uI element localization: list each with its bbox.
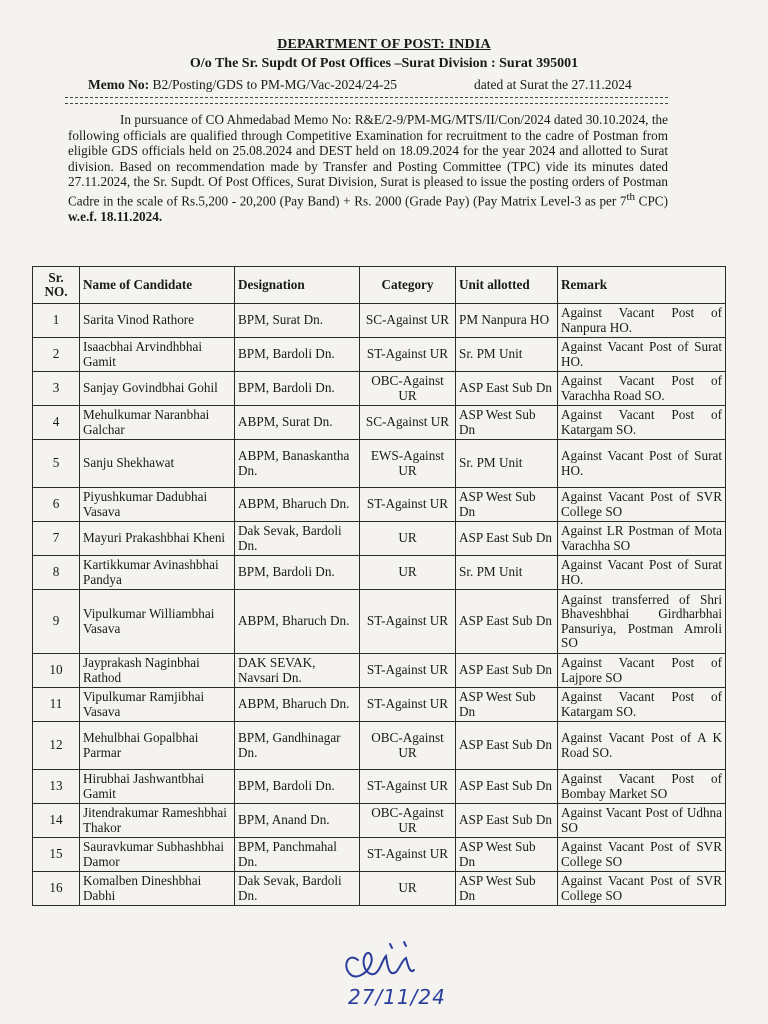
cell-unit: Sr. PM Unit [456, 338, 558, 372]
cell-unit: ASP West Sub Dn [456, 872, 558, 906]
cell-designation: Dak Sevak, Bardoli Dn. [235, 872, 360, 906]
col-header-sr: Sr. NO. [33, 267, 80, 304]
cell-name: Jayprakash Naginbhai Rathod [80, 654, 235, 688]
cell-sr: 4 [33, 406, 80, 440]
cell-sr: 8 [33, 556, 80, 590]
cell-name: Kartikkumar Avinashbhai Pandya [80, 556, 235, 590]
cell-remark: Against Vacant Post of Surat HO. [558, 440, 726, 488]
cell-sr: 3 [33, 372, 80, 406]
department-title: DEPARTMENT OF POST: INDIA [277, 37, 491, 52]
cell-category: ST-Against UR [360, 654, 456, 688]
memo-number [88, 77, 397, 93]
table-row [33, 488, 726, 522]
cell-remark: Against Vacant Post of Lajpore SO [558, 654, 726, 688]
cell-designation: ABPM, Bharuch Dn. [235, 590, 360, 654]
cell-category: OBC-Against UR [360, 722, 456, 770]
cell-designation: ABPM, Bharuch Dn. [235, 688, 360, 722]
table-row [33, 406, 726, 440]
cell-name: Sauravkumar Subhashbhai Damor [80, 838, 235, 872]
cell-name: Mehulkumar Naranbhai Galchar [80, 406, 235, 440]
cell-sr: 2 [33, 338, 80, 372]
cell-remark: Against transferred of Shri Bhaveshbhai Girdharbhai Pansuriya, Postman Amroli SO [558, 590, 726, 654]
cell-sr: 15 [33, 838, 80, 872]
cell-unit: ASP East Sub Dn [456, 654, 558, 688]
table-header-row [33, 267, 726, 304]
cell-designation: BPM, Bardoli Dn. [235, 556, 360, 590]
cell-category: EWS-Against UR [360, 440, 456, 488]
cell-name: Hirubhai Jashwantbhai Gamit [80, 770, 235, 804]
cell-name: Isaacbhai Arvindhbhai Gamit [80, 338, 235, 372]
cell-unit: Sr. PM Unit [456, 440, 558, 488]
cell-unit: ASP East Sub Dn [456, 770, 558, 804]
office-title: O/o The Sr. Supdt Of Post Offices –Surat Division : Surat 395001 [189, 56, 579, 71]
cell-category: SC-Against UR [360, 406, 456, 440]
cell-designation: ABPM, Banaskantha Dn. [235, 440, 360, 488]
cell-name: Vipulkumar Williambhai Vasava [80, 590, 235, 654]
cell-name: Jitendrakumar Rameshbhai Thakor [80, 804, 235, 838]
cell-name: Sarita Vinod Rathore [80, 304, 235, 338]
memo-date: dated at Surat the 27.11.2024 [474, 77, 632, 92]
cell-unit: ASP West Sub Dn [456, 488, 558, 522]
cell-designation: BPM, Bardoli Dn. [235, 372, 360, 406]
cell-sr: 10 [33, 654, 80, 688]
cell-remark: Against Vacant Post of A K Road SO. [558, 722, 726, 770]
cell-sr: 1 [33, 304, 80, 338]
cell-designation: BPM, Panchmahal Dn. [235, 838, 360, 872]
cell-designation: BPM, Bardoli Dn. [235, 770, 360, 804]
cell-unit: ASP West Sub Dn [456, 688, 558, 722]
cell-unit: ASP East Sub Dn [456, 804, 558, 838]
table-row [33, 304, 726, 338]
posting-table [32, 266, 726, 906]
cell-remark: Against Vacant Post of Nanpura HO. [558, 304, 726, 338]
cell-category: ST-Against UR [360, 338, 456, 372]
cell-remark: Against LR Postman of Mota Varachha SO [558, 522, 726, 556]
cell-remark: Against Vacant Post of SVR College SO [558, 488, 726, 522]
table-row [33, 590, 726, 654]
col-header-designation: Designation [235, 267, 360, 304]
cell-category: ST-Against UR [360, 590, 456, 654]
table-row [33, 688, 726, 722]
cell-category: UR [360, 556, 456, 590]
cell-unit: ASP West Sub Dn [456, 838, 558, 872]
cell-designation: BPM, Gandhinagar Dn. [235, 722, 360, 770]
paragraph-sup: th [626, 190, 636, 203]
cell-designation: BPM, Surat Dn. [235, 304, 360, 338]
paragraph-tail: CPC) [635, 193, 668, 209]
col-header-unit: Unit allotted [456, 267, 558, 304]
cell-category: OBC-Against UR [360, 804, 456, 838]
cell-sr: 5 [33, 440, 80, 488]
cell-unit: ASP East Sub Dn [456, 590, 558, 654]
col-header-name: Name of Candidate [80, 267, 235, 304]
cell-name: Sanju Shekhawat [80, 440, 235, 488]
cell-sr: 11 [33, 688, 80, 722]
cell-remark: Against Vacant Post of Katargam SO. [558, 688, 726, 722]
table-row [33, 722, 726, 770]
cell-designation: BPM, Anand Dn. [235, 804, 360, 838]
double-rule-divider [65, 97, 668, 104]
paragraph-text: In pursuance of CO Ahmedabad Memo No: R&E/2-9/PM-MG/MTS/II/Con/2024 dated 30.10.2024, the following officials are qualified through Competitive Examination for recruitment to the cadre of Postman from eligible GDS officials held on 25.08.2024 and DEST held on 18.09.2024 for the year 2024 and allotted to Surat division. Based on recommendation made by Transfer and Posting Committee (TPC) vide its minutes dated 27.11.2024, the Sr. Supdt. Of Post Offices, Surat Division, Surat is pleased to issue the posting orders of Postman Cadre in the scale of Rs.5,200 - 20,200 (Pay Band) + Rs. 2000 (Grade Pay) (Pay Matrix Level-3 as per 7 [68, 112, 668, 209]
cell-category: UR [360, 522, 456, 556]
col-header-category: Category [360, 267, 456, 304]
cell-name: Mehulbhai Gopalbhai Parmar [80, 722, 235, 770]
cell-unit: ASP East Sub Dn [456, 722, 558, 770]
table-row [33, 838, 726, 872]
cell-remark: Against Vacant Post of Surat HO. [558, 556, 726, 590]
cell-name: Sanjay Govindbhai Gohil [80, 372, 235, 406]
cell-name: Piyushkumar Dadubhai Vasava [80, 488, 235, 522]
cell-name: Komalben Dineshbhai Dabhi [80, 872, 235, 906]
cell-category: ST-Against UR [360, 688, 456, 722]
cell-remark: Against Vacant Post of Katargam SO. [558, 406, 726, 440]
cell-sr: 16 [33, 872, 80, 906]
cell-unit: ASP West Sub Dn [456, 406, 558, 440]
table-row [33, 872, 726, 906]
cell-name: Vipulkumar Ramjibhai Vasava [80, 688, 235, 722]
cell-sr: 7 [33, 522, 80, 556]
cell-designation: DAK SEVAK, Navsari Dn. [235, 654, 360, 688]
table-row [33, 338, 726, 372]
memo-no: B2/Posting/GDS to PM-MG/Vac-2024/24-25 [152, 77, 398, 92]
cell-name: Mayuri Prakashbhai Kheni [80, 522, 235, 556]
memo-label: Memo No: [88, 77, 150, 92]
signature-date: 27/11/24 [348, 985, 446, 1009]
cell-designation: ABPM, Bharuch Dn. [235, 488, 360, 522]
cell-category: ST-Against UR [360, 770, 456, 804]
cell-category: ST-Against UR [360, 838, 456, 872]
cell-designation: Dak Sevak, Bardoli Dn. [235, 522, 360, 556]
cell-unit: ASP East Sub Dn [456, 372, 558, 406]
col-header-remark: Remark [558, 267, 726, 304]
cell-category: SC-Against UR [360, 304, 456, 338]
cell-designation: BPM, Bardoli Dn. [235, 338, 360, 372]
cell-remark: Against Vacant Post of SVR College SO [558, 838, 726, 872]
cell-sr: 14 [33, 804, 80, 838]
cell-category: ST-Against UR [360, 488, 456, 522]
cell-designation: ABPM, Surat Dn. [235, 406, 360, 440]
cell-sr: 6 [33, 488, 80, 522]
cell-category: OBC-Against UR [360, 372, 456, 406]
cell-category: UR [360, 872, 456, 906]
cell-remark: Against Vacant Post of Udhna SO [558, 804, 726, 838]
table-row [33, 654, 726, 688]
cell-unit: PM Nanpura HO [456, 304, 558, 338]
cell-remark: Against Vacant Post of SVR College SO [558, 872, 726, 906]
cell-unit: ASP East Sub Dn [456, 522, 558, 556]
table-row [33, 372, 726, 406]
order-paragraph [68, 112, 668, 225]
cell-remark: Against Vacant Post of Bombay Market SO [558, 770, 726, 804]
table-row [33, 770, 726, 804]
cell-unit: Sr. PM Unit [456, 556, 558, 590]
table-row [33, 804, 726, 838]
cell-sr: 9 [33, 590, 80, 654]
wef-date: w.e.f. 18.11.2024. [68, 208, 163, 224]
table-row [33, 556, 726, 590]
cell-sr: 12 [33, 722, 80, 770]
cell-sr: 13 [33, 770, 80, 804]
cell-remark: Against Vacant Post of Surat HO. [558, 338, 726, 372]
table-row [33, 440, 726, 488]
table-row [33, 522, 726, 556]
cell-remark: Against Vacant Post of Varachha Road SO. [558, 372, 726, 406]
